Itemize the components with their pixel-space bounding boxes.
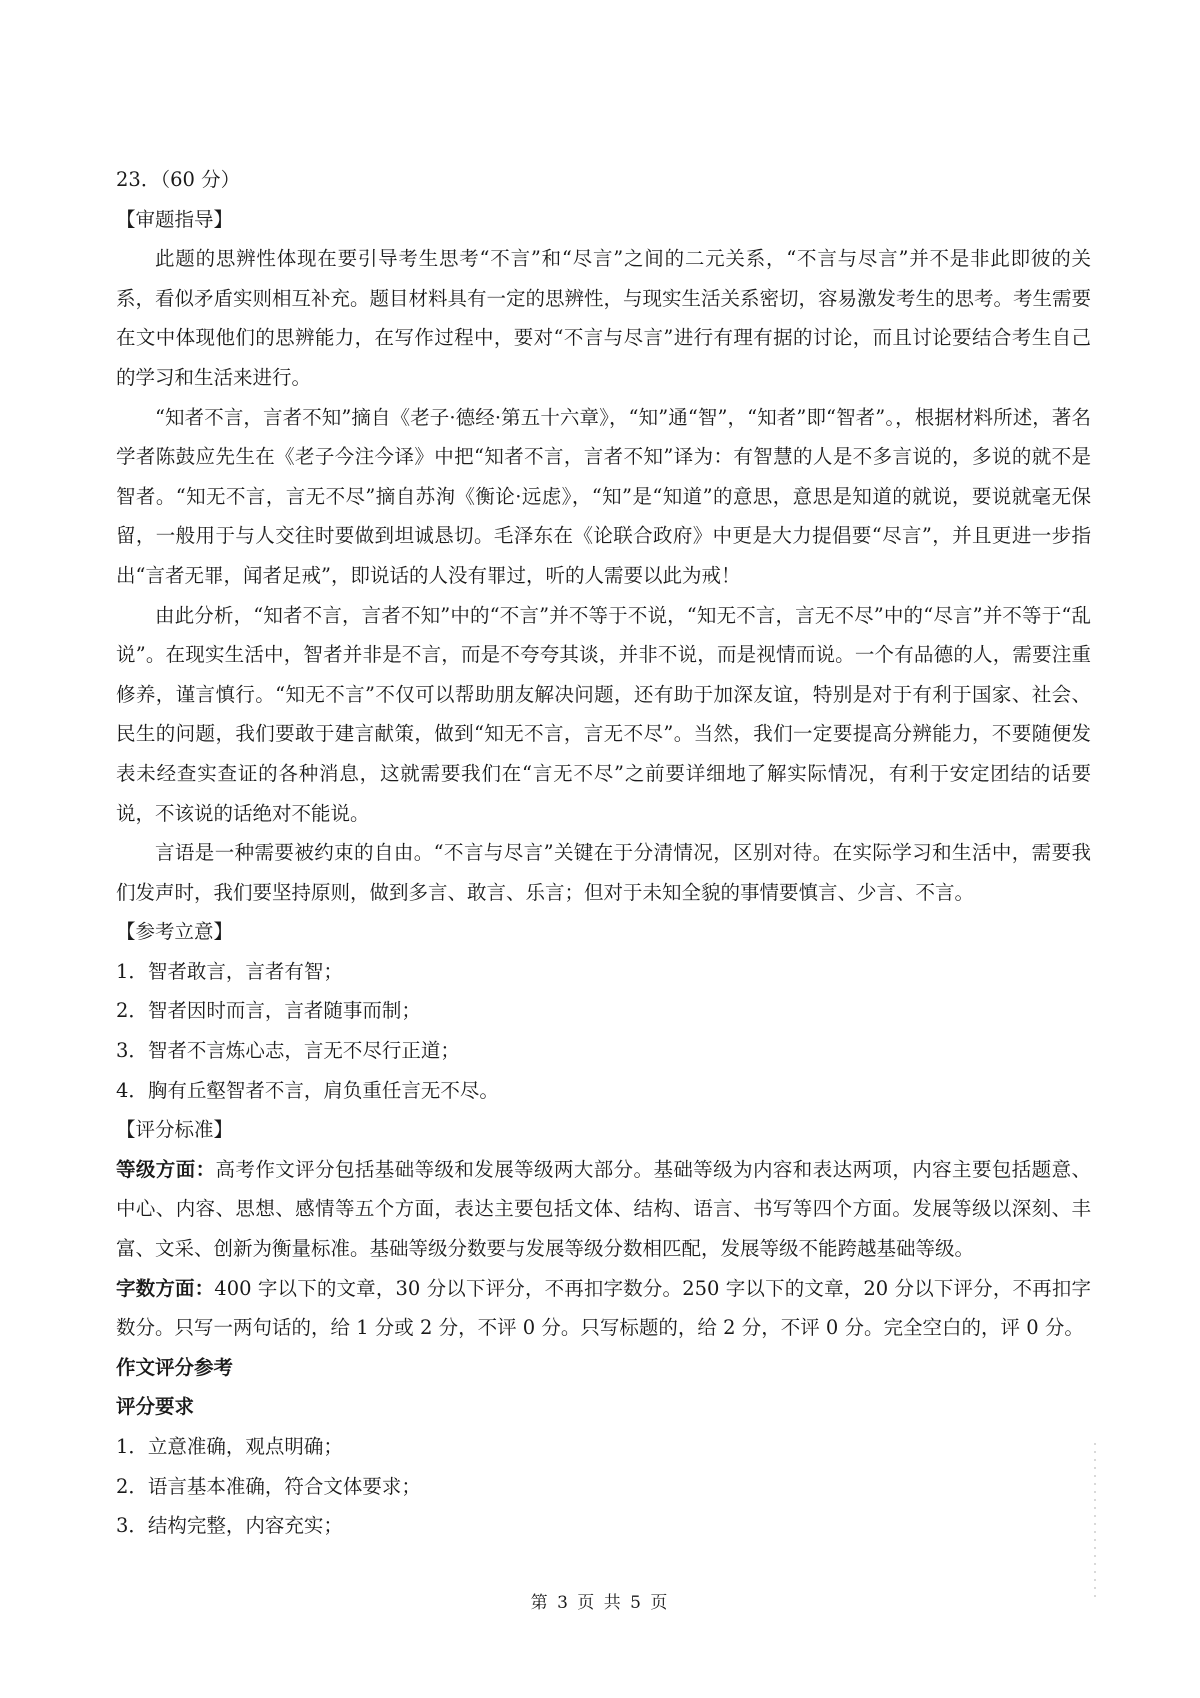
- word-count-paragraph: [116, 1269, 1091, 1348]
- grade-criteria-paragraph: [116, 1150, 1091, 1269]
- guide-paragraph-3: 由此分析，“知者不言，言者不知”中的“不言”并不等于不说，“知无不言，言无不尽”中的“尽言”并不等于“乱说”。在现实生活中，智者并非是不言，而是不夸夸其谈，并非不说，而是视情而说。一个有品德的人，需要注重修养，谨言慎行。“知无不言”不仅可以帮助朋友解决问题，还有助于加深友谊，特别是对于有利于国家、社会、民生的问题，我们要敢于建言献策，做到“知无不言，言无不尽”。当然，我们一定要提高分辨能力，不要随便发表未经查实查证的各种消息，这就需要我们在“言无不尽”之前要详细地了解实际情况，有利于安定团结的话要说，不该说的话绝对不能说。: [116, 603, 1091, 825]
- grade-criteria-text: 高考作文评分包括基础等级和发展等级两大部分。基础等级为内容和表达两项，内容主要包括题意、中心、内容、思想、感情等五个方面，表达主要包括文体、结构、语言、书写等四个方面。发展等级以深刻、丰富、文采、创新为衡量标准。基础等级分数要与发展等级分数相匹配，发展等级不能跨越基础等级。: [116, 1157, 1091, 1261]
- requirement-item-3: 3．结构完整，内容充实；: [116, 1514, 343, 1538]
- grade-criteria-label: 等级方面：: [116, 1157, 216, 1181]
- guide-heading: 【审题指导】: [116, 207, 234, 231]
- idea-item-1: 1．智者敢言，言者有智；: [116, 959, 343, 983]
- guide-paragraph-2: “知者不言，言者不知”摘自《老子·德经·第五十六章》，“知”通“智”，“知者”即“智者”。，根据材料所述，著名学者陈鼓应先生在《老子今注今译》中把“知者不言，言者不知”译为：有智慧的人是不多言说的，多说的就不是智者。“知无不言，言无不尽”摘自苏洵《衡论·远虑》，“知”是“知道”的意思，意思是知道的就说，要说就毫无保留，一般用于与人交往时要做到坦诚恳切。毛泽东在《论联合政府》中更是大力提倡要“尽言”，并且更进一步指出“言者无罪，闻者足戒”，即说话的人没有罪过，听的人需要以此为戒！: [116, 405, 1091, 587]
- requirement-item-1: 1．立意准确，观点明确；: [116, 1435, 343, 1458]
- ideas-heading: 【参考立意】: [116, 920, 234, 944]
- word-count-text: 400 字以下的文章，30 分以下评分，不再扣字数分。250 字以下的文章，20 分以下评分，不再扣字数分。只写一两句话的，给 1 分或 2 分，不评 0 分。只写标题的，给 2 分，不评 0 分。完全空白的，评 0 分。: [116, 1276, 1091, 1340]
- reference-subtitle: 评分要求: [116, 1395, 195, 1419]
- guide-paragraph-1: 此题的思辨性体现在要引导考生思考“不言”和“尽言”之间的二元关系，“不言与尽言”并不是非此即彼的关系，看似矛盾实则相互补充。题目材料具有一定的思辨性，与现实生活关系密切，容易激发考生的思考。考生需要在文中体现他们的思辨能力，在写作过程中，要对“不言与尽言”进行有理有据的讨论，而且讨论要结合考生自己的学习和生活来进行。: [116, 247, 1092, 389]
- margin-dotted-line: [1093, 1440, 1097, 1600]
- idea-item-3: 3．智者不言炼心志，言无不尽行正道；: [116, 1039, 460, 1063]
- scoring-heading: 【评分标准】: [116, 1118, 234, 1142]
- page-number-footer: 第 3 页 共 5 页: [530, 1593, 670, 1613]
- question-number: 23．（60 分）: [116, 168, 241, 191]
- idea-item-4: 4．胸有丘壑智者不言，肩负重任言无不尽。: [116, 1078, 499, 1102]
- guide-paragraph-4: 言语是一种需要被约束的自由。“不言与尽言”关键在于分清情况，区别对待。在实际学习和生活中，需要我们发声时，我们要坚持原则，做到多言、敢言、乐言；但对于未知全貌的事情要慎言、少言、不言。: [116, 841, 1091, 904]
- idea-item-2: 2．智者因时而言，言者随事而制；: [116, 999, 421, 1023]
- reference-title: 作文评分参考: [116, 1355, 234, 1379]
- requirement-item-2: 2．语言基本准确，符合文体要求；: [116, 1474, 421, 1498]
- word-count-label: 字数方面：: [116, 1276, 215, 1300]
- document-body: [116, 160, 1091, 1546]
